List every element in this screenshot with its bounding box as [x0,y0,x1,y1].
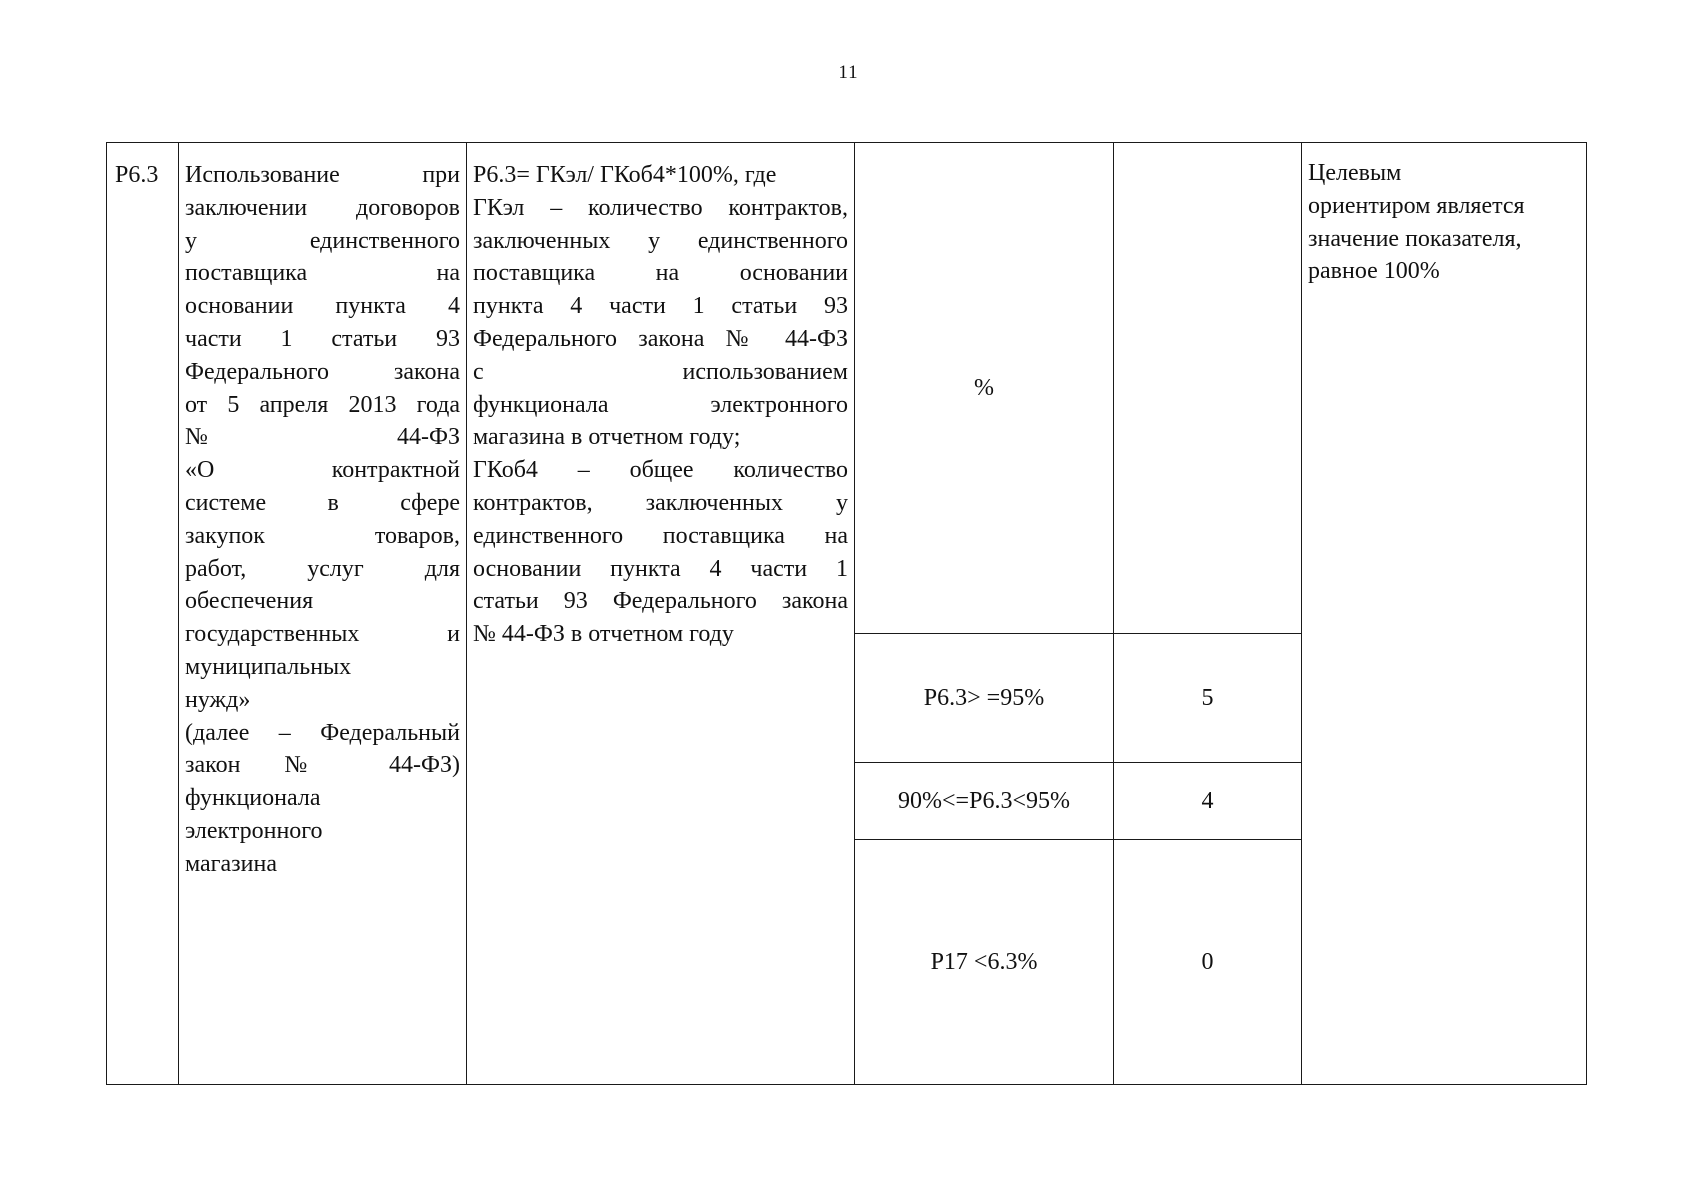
score-condition: Р17 <6.3% [930,948,1038,975]
indicator-formula-line: основании пункта 4 части 1 [473,555,848,582]
indicator-name-line: функционала [185,785,321,812]
indicator-code-cell [107,143,179,1085]
score-points-cell [1114,840,1302,1085]
indicator-name-line: муниципальных [185,653,352,680]
indicator-formula-line: магазина в отчетном году; [473,424,741,451]
indicator-name-line: поставщика на [185,260,460,287]
indicator-formula-line: функционала электронного [473,391,848,418]
indicator-name-line: государственных и [185,621,460,648]
indicator-name-line: обеспечения [185,588,314,615]
score-condition-cell [855,763,1114,840]
indicator-formula-line: статьи 93 Федерального закона [473,588,848,615]
page-number: 11 [838,62,859,83]
indicator-name [185,159,460,881]
score-points: 5 [1201,684,1214,711]
indicator-name-line: заключении договоров [185,194,460,221]
score-condition-cell [855,840,1114,1085]
indicator-name-line: нужд» [185,686,251,713]
indicator-name-line: (далее – Федеральный [185,719,460,746]
indicator-formula-line: № 44-ФЗ в отчетном году [473,621,734,648]
indicator-table [106,142,1587,1085]
indicator-formula-line: Р6.3= ГКэл/ ГКоб4*100%, где [473,162,777,188]
indicator-formula-line: ГКоб4 – общее количество [473,457,848,484]
target-text-line: Целевым [1308,160,1402,186]
indicator-name-line: системе в сфере [185,489,460,516]
indicator-formula-line: заключенных у единственного [473,227,848,254]
indicator-formula-line: с использованием [473,358,848,385]
unit-cell [855,143,1114,634]
target-text-line: равное 100% [1308,258,1440,285]
indicator-name-line: электронного [185,817,323,844]
indicator-code: Р6.3 [115,162,159,188]
indicator-name-line: Федерального закона [185,358,460,385]
indicator-formula-line: контрактов, заключенных у [473,489,848,516]
indicator-name-line: № 44-ФЗ [185,424,460,451]
indicator-formula-line: ГКэл – количество контрактов, [473,194,848,221]
indicator-name-line: у единственного [185,227,460,254]
indicator-formula [473,159,848,651]
unit-points-empty-cell [1114,143,1302,634]
target-text-line: ориентиром является [1308,192,1525,219]
score-points: 0 [1201,948,1214,975]
indicator-formula-line: поставщика на основании [473,260,848,287]
indicator-formula-cell [467,143,855,1085]
indicator-formula-line: Федерального закона № 44-ФЗ [473,325,848,352]
indicator-name-line: основании пункта 4 [185,293,460,320]
score-points: 4 [1201,787,1214,814]
target-text [1308,157,1580,288]
indicator-formula-line: единственного поставщика на [473,522,848,549]
target-text-line: значение показателя, [1308,225,1522,252]
indicator-name-line: закон № 44-ФЗ) [185,752,460,779]
target-cell [1302,143,1587,1085]
table-row-main [107,143,1587,634]
indicator-name-cell [179,143,467,1085]
score-points-cell [1114,634,1302,763]
score-condition: 90%<=Р6.3<95% [898,787,1070,814]
indicator-name-line: части 1 статьи 93 [185,325,460,352]
score-condition-cell [855,634,1114,763]
indicator-name-line: магазина [185,850,277,877]
indicator-formula-line: пункта 4 части 1 статьи 93 [473,293,848,320]
indicator-name-line: закупок товаров, [185,522,460,549]
indicator-name-line: работ, услуг для [185,555,460,582]
indicator-name-line: «О контрактной [185,457,460,484]
score-condition: Р6.3> =95% [923,684,1045,711]
indicator-name-line: Использование при [185,162,460,188]
score-points-cell [1114,763,1302,840]
indicator-name-line: от 5 апреля 2013 года [185,391,460,418]
unit-value: % [974,374,994,401]
